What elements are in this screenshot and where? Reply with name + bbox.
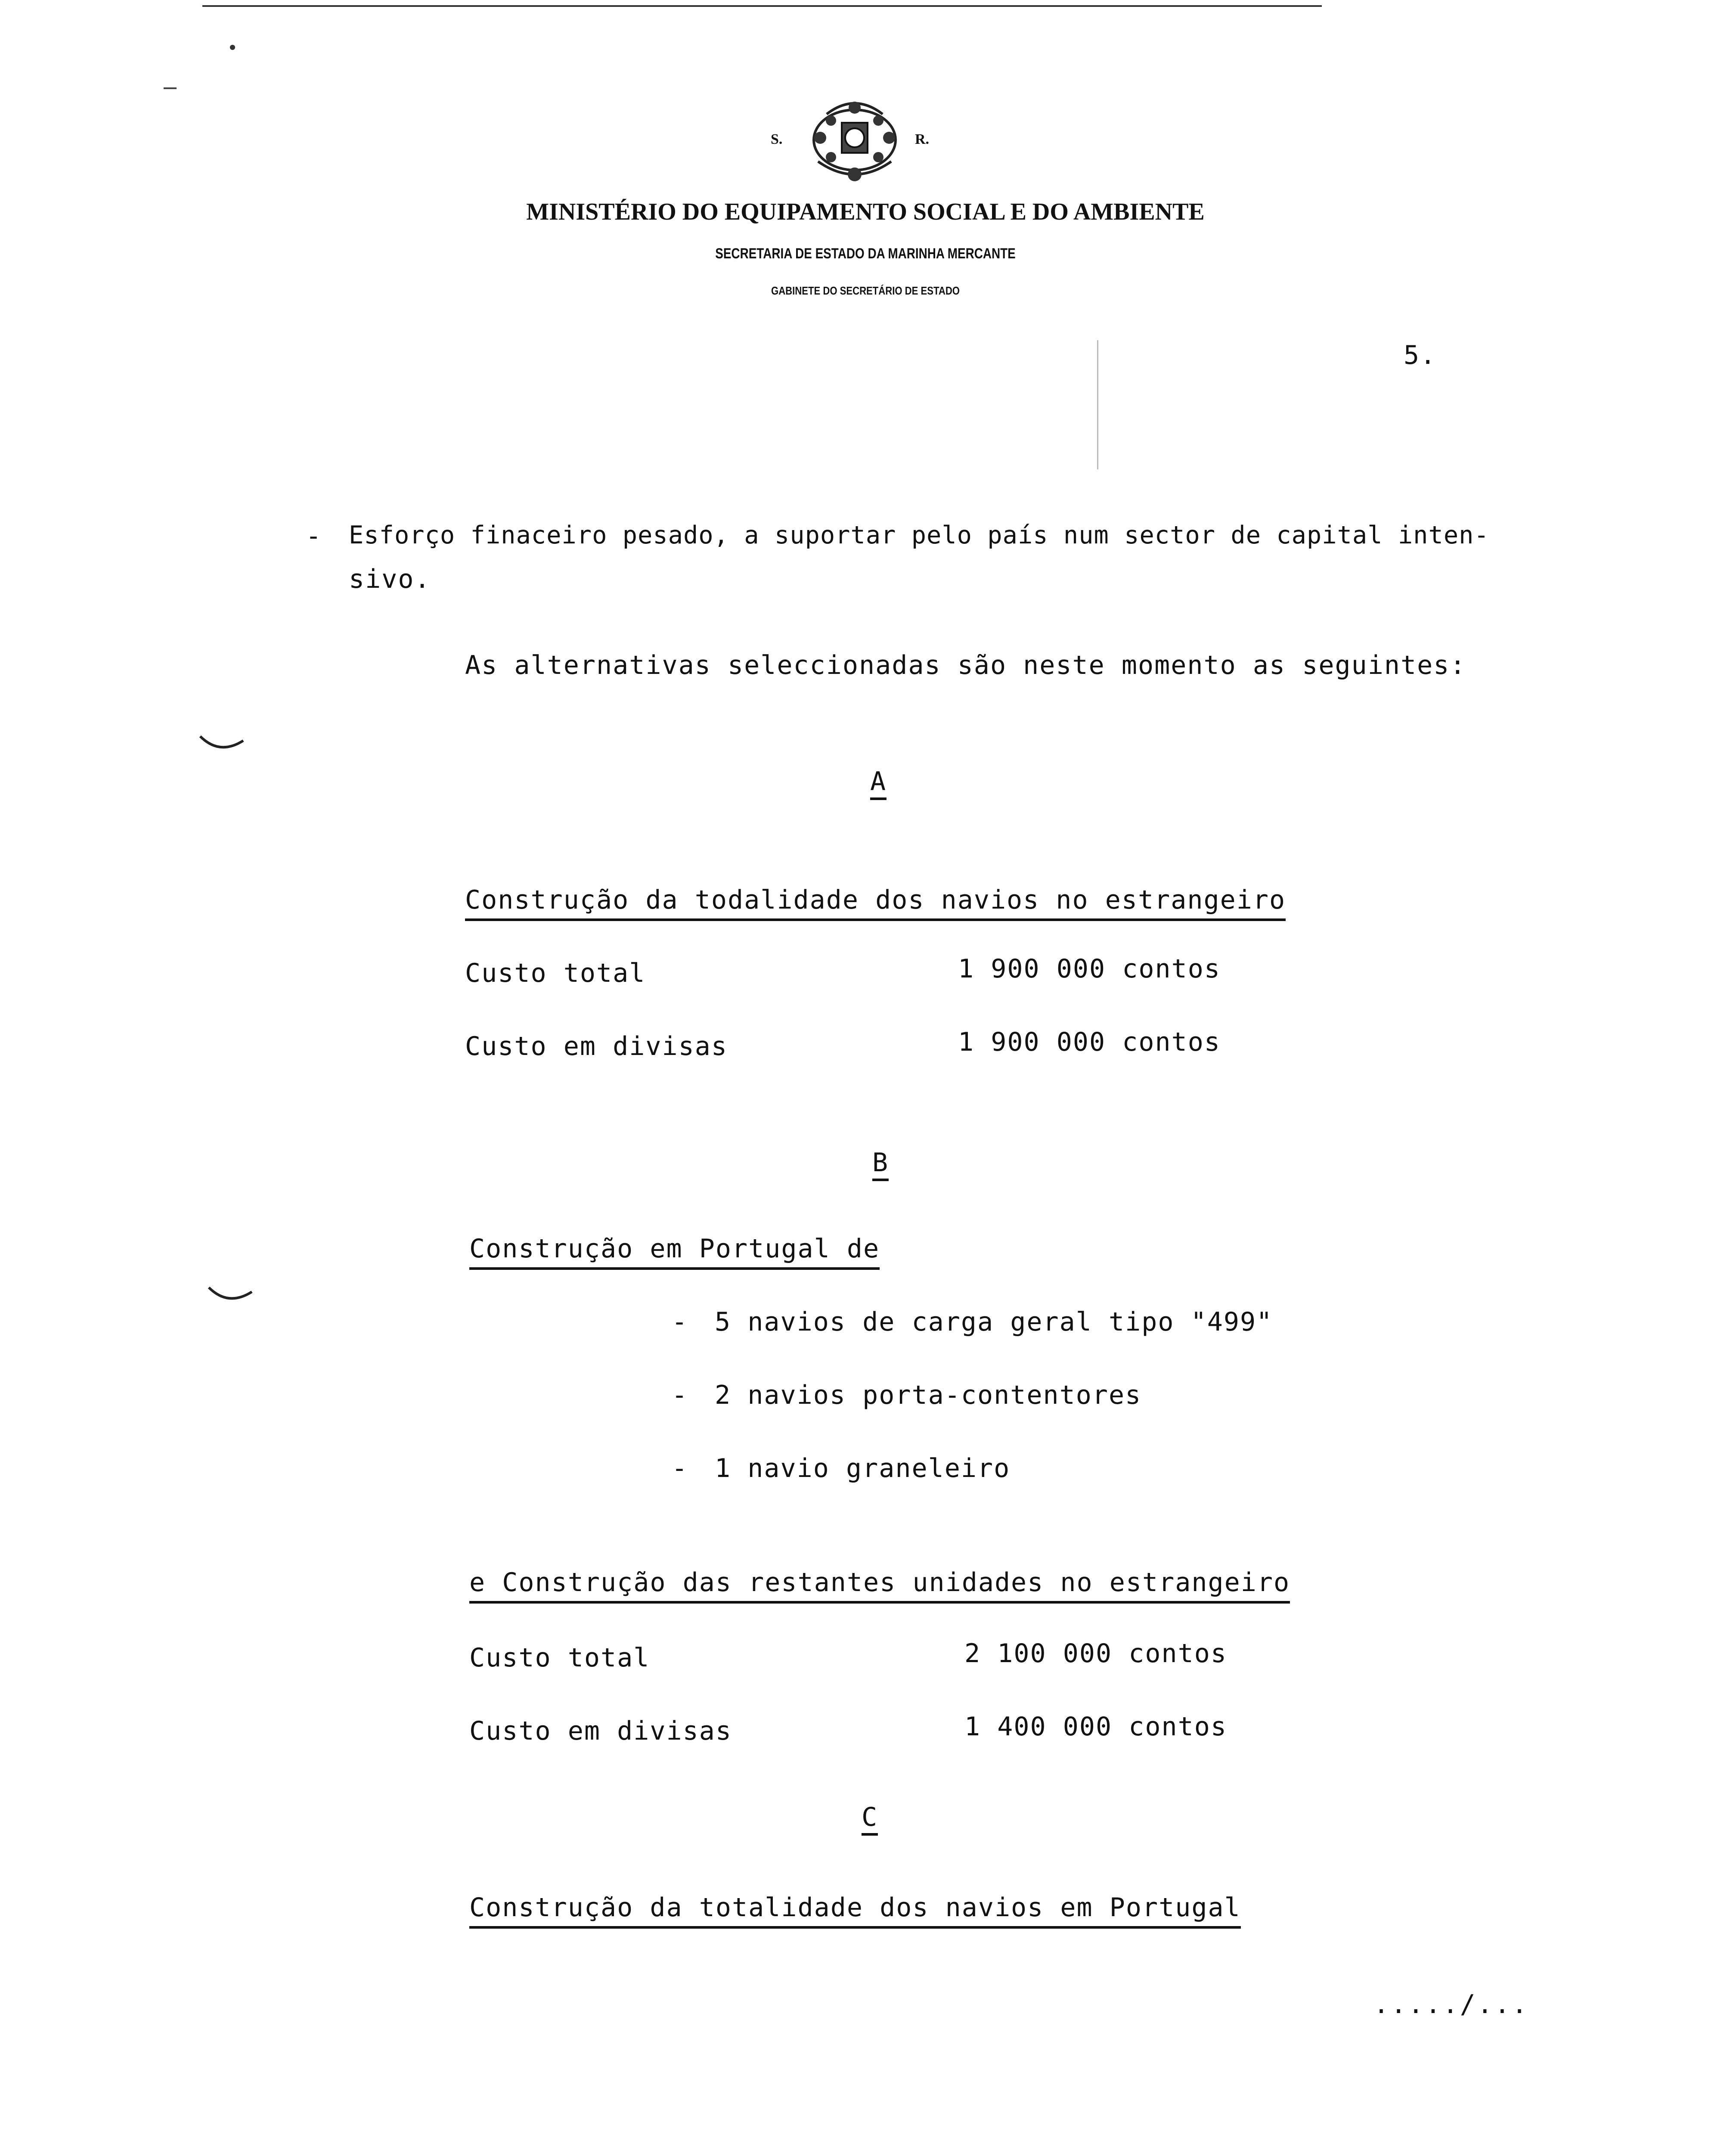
alternative-b-total-value: 2 100 000 contos <box>964 1638 1227 1669</box>
continuation-mark: ...../... <box>1373 1989 1529 2020</box>
top-border-line <box>202 5 1322 7</box>
alternative-b-item-1-dash: - <box>672 1307 688 1337</box>
alternative-b-divisas-value: 1 400 000 contos <box>964 1712 1227 1742</box>
alternative-b-heading-2: e Construção das restantes unidades no estrangeiro <box>469 1567 1290 1604</box>
emblem-right-letter: R. <box>915 131 930 147</box>
intro-paragraph: As alternativas seleccionadas são neste momento as seguintes: <box>465 650 1466 680</box>
alternative-a-total-label: Custo total <box>465 958 646 988</box>
alternative-b-heading: Construção em Portugal de <box>469 1234 880 1270</box>
alternative-b-item-2-dash: - <box>672 1380 688 1410</box>
alternative-b-item-3-dash: - <box>672 1453 688 1483</box>
header-emblem <box>771 97 943 196</box>
alternative-c-heading: Construção da totalidade dos navios em Portugal <box>469 1892 1241 1929</box>
alternative-c-letter: C <box>862 1802 878 1836</box>
scan-vertical-line <box>1097 340 1098 469</box>
alternative-a-total-value: 1 900 000 contos <box>958 954 1221 984</box>
alternative-b-total-label: Custo total <box>469 1643 650 1673</box>
bullet-text-line-1: Esforço finaceiro pesado, a suportar pelo país num sector de capital inten- <box>349 521 1489 549</box>
margin-mark-curve-icon <box>198 732 245 758</box>
alternative-b-item-2: 2 navios porta-contentores <box>715 1380 1142 1410</box>
alternative-a-heading: Construção da todalidade dos navios no estrangeiro <box>465 885 1286 921</box>
bullet-text-line-2: sivo. <box>349 564 431 594</box>
alternative-b-letter: B <box>872 1148 889 1181</box>
margin-mark-dot-icon <box>228 41 237 54</box>
cabinet-subtitle: GABINETE DO SECRETÁRIO DE ESTADO <box>771 284 960 297</box>
secretariat-subtitle: SECRETARIA DE ESTADO DA MARINHA MERCANTE <box>715 245 1016 262</box>
bullet-dash: - <box>306 521 322 551</box>
ministry-title: MINISTÉRIO DO EQUIPAMENTO SOCIAL E DO AMBIENTE <box>526 199 1205 225</box>
alternative-a-letter: A <box>870 766 887 800</box>
alternative-b-item-3: 1 navio graneleiro <box>715 1453 1011 1483</box>
page-number: 5. <box>1404 340 1437 370</box>
alternative-a-divisas-value: 1 900 000 contos <box>958 1027 1221 1057</box>
alternative-b-item-1: 5 navios de carga geral tipo "499" <box>715 1307 1273 1337</box>
margin-mark-curve-icon <box>207 1283 254 1309</box>
alternative-b-divisas-label: Custo em divisas <box>469 1716 732 1746</box>
coat-of-arms-icon <box>801 97 908 187</box>
alternative-a-divisas-label: Custo em divisas <box>465 1031 728 1061</box>
margin-mark-dash-icon <box>164 86 181 90</box>
emblem-left-letter: S. <box>771 131 783 147</box>
